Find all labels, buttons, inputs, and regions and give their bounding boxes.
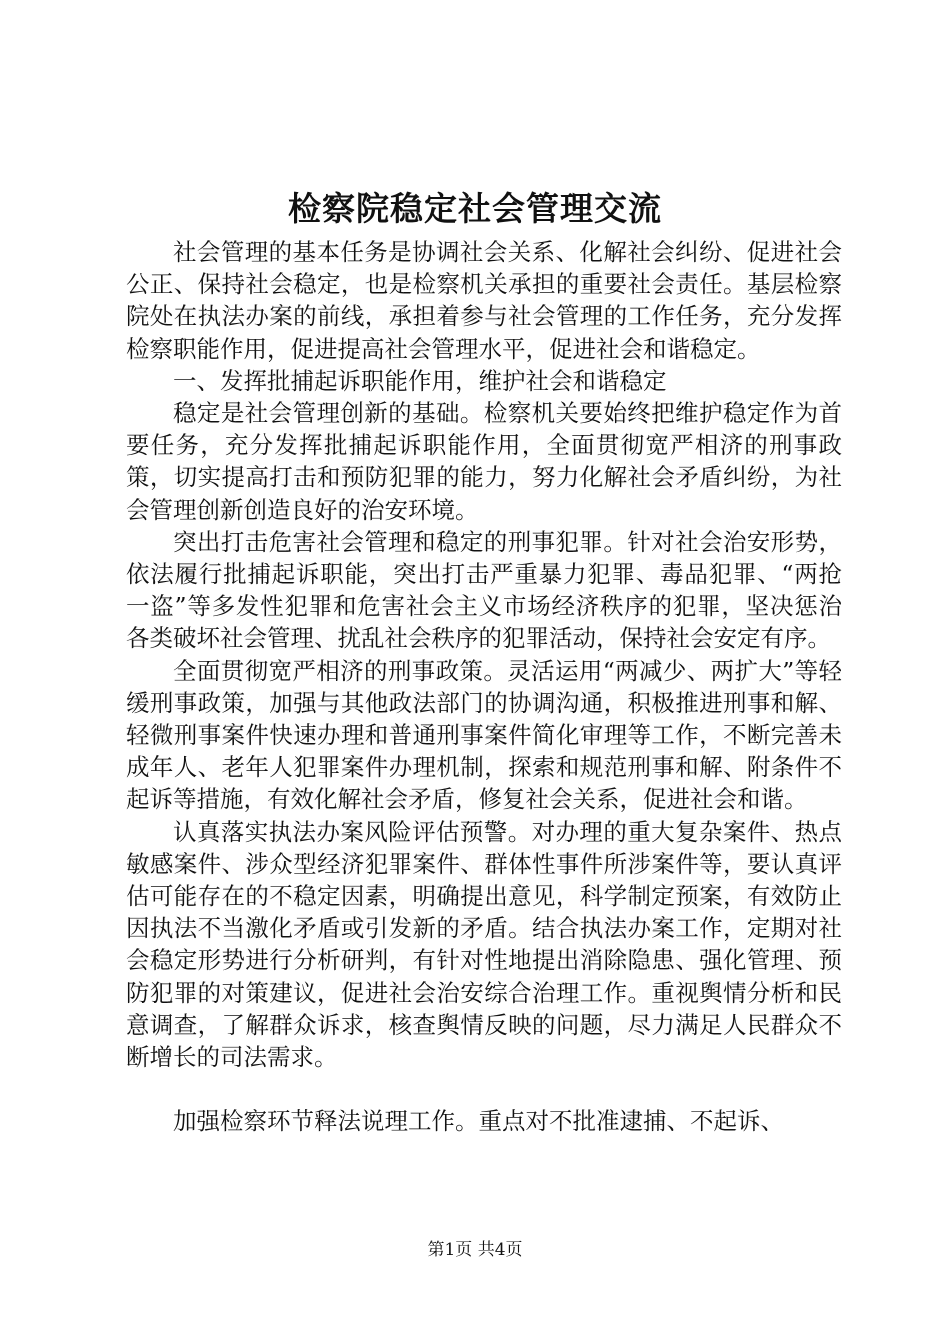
paragraph-stability: 稳定是社会管理创新的基础。检察机关要始终把维护稳定作为首要任务，充分发挥批捕起诉职能作用，全面贯彻宽严相济的刑事政策，切实提高打击和预防犯罪的能力，努力化解社会矛盾纠纷，为社会管理创新创造良好的治安环境。 (126, 399, 842, 524)
document-body (126, 236, 842, 1137)
paragraph-risk-assessment: 认真落实执法办案风险评估预警。对办理的重大复杂案件、热点敏感案件、涉众型经济犯罪案件、群体性事件所涉案件等，要认真评估可能存在的不稳定因素，明确提出意见，科学制定预案，有效防止因执法不当激化矛盾或引发新的矛盾。结合执法办案工作，定期对社会稳定形势进行分析研判，有针对性地提出消除隐患、强化管理、预防犯罪的对策建议，促进社会治安综合治理工作。重视舆情分析和民意调查，了解群众诉求，核查舆情反映的问题，尽力满足人民群众不断增长的司法需求。 (126, 817, 842, 1072)
section-heading-1: 一、发挥批捕起诉职能作用，维护社会和谐稳定 (173, 366, 667, 395)
paragraph-policy: 全面贯彻宽严相济的刑事政策。灵活运用“两减少、两扩大”等轻缓刑事政策，加强与其他政法部门的协调沟通，积极推进刑事和解、轻微刑事案件快速办理和普通刑事案件简化审理等工作，不断完善未成年人、老年人犯罪案件办理机制，探索和规范刑事和解、附条件不起诉等措施，有效化解社会矛盾，修复社会关系，促进社会和谐。 (126, 656, 842, 814)
paragraph-crackdown: 突出打击危害社会管理和稳定的刑事犯罪。针对社会治安形势，依法履行批捕起诉职能，突出打击严重暴力犯罪、毒品犯罪、“两抢一盗”等多发性犯罪和危害社会主义市场经济秩序的犯罪，坚决惩治各类破坏社会管理、扰乱社会秩序的犯罪活动，保持社会安定有序。 (126, 527, 842, 653)
paragraph-intro: 社会管理的基本任务是协调社会关系、化解社会纠纷、促进社会公正、保持社会稳定，也是检察机关承担的重要社会责任。基层检察院处在执法办案的前线，承担着参与社会管理的工作任务，充分发挥检察职能作用，促进提高社会管理水平，促进社会和谐稳定。 (126, 238, 842, 363)
page-number-footer: 第1页 共4页 (427, 1240, 523, 1260)
paragraph-explanation: 加强检察环节释法说理工作。重点对不批准逮捕、不起诉、 (173, 1107, 784, 1136)
document-title: 检察院稳定社会管理交流 (288, 189, 662, 228)
